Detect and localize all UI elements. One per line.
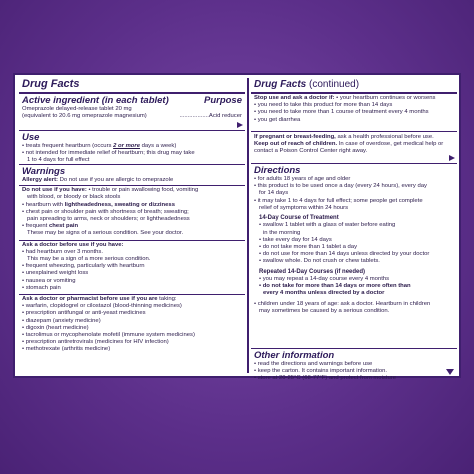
- stop-use-2: • you need to take this product for more than 14 days: [254, 102, 393, 109]
- repeat-2: • do not take for more than 14 days or more often than: [259, 283, 411, 290]
- directions-1: • for adults 18 years of age and older: [254, 176, 351, 182]
- under-18-2: may sometimes be caused by a serious condition.: [259, 307, 390, 314]
- ask-pharmacist-block: [19, 294, 245, 354]
- warnings-section: [19, 164, 245, 377]
- do-not-use-6-emphasis: chest pain: [48, 223, 79, 230]
- ask-pharmacist-4: • digoxin (heart medicine): [22, 324, 89, 331]
- warnings-title: Warnings: [22, 166, 66, 177]
- drug-facts-panel: [13, 73, 461, 382]
- pregnancy-text: ask a health professional before use.: [335, 134, 434, 140]
- drug-facts-right-column: [251, 78, 457, 382]
- use-line-1: • treats frequent heartburn (occurs: [22, 143, 114, 149]
- ask-doctor-label: Ask a doctor before use if you have:: [22, 241, 124, 248]
- course-2: in the morning: [263, 229, 301, 236]
- do-not-use-6: • frequent: [22, 223, 49, 230]
- column-divider: [247, 78, 249, 373]
- course-1: • swallow 1 tablet with a glass of water before eating: [259, 222, 396, 229]
- ask-pharmacist-label-end: taking:: [157, 296, 177, 303]
- active-ingredient-equivalent: (equivalent to 20.6 mg omeprazole magnesium): [22, 113, 147, 120]
- ask-pharmacist-5: • tacrolimus or mycophenolate mofetil (immune system medicines): [22, 332, 195, 339]
- ask-pharmacist-2: • prescription antifungal or anti-yeast medicines: [22, 310, 146, 317]
- ask-doctor-block: [19, 240, 245, 292]
- stop-use-1: • your heartburn continues or worsens: [334, 95, 436, 101]
- stop-use-3: • you need to take more than 1 course of treatment every 4 months: [254, 109, 429, 116]
- arrow-down-icon: [446, 369, 454, 375]
- continued-label: (continued): [306, 79, 360, 90]
- do-not-use-2: with blood, or bloody or black stools: [27, 194, 121, 201]
- ask-doctor-6: • stomach pain: [22, 284, 61, 291]
- ask-pharmacist-6: • prescription antiretrovirals (medicines for HIV infection): [22, 339, 169, 346]
- ask-pharmacist-7: • methotrexate (arthritis medicine): [22, 346, 111, 353]
- ask-doctor-1: • had heartburn over 3 months.: [22, 248, 103, 255]
- course-4: • do not take more than 1 tablet a day: [259, 244, 358, 251]
- other-info-2: • keep the carton. It contains important information.: [254, 368, 388, 375]
- allergy-alert-label: Allergy alert:: [22, 177, 59, 183]
- drug-facts-left-column: [19, 78, 245, 373]
- drug-facts-header: [19, 78, 245, 92]
- pregnancy-section: [251, 131, 457, 163]
- do-not-use-1: • trouble or pain swallowing food, vomiting: [86, 187, 199, 194]
- keep-out-text: In case of overdose, get medical help or: [337, 141, 444, 148]
- repeat-1: • you may repeat a 14-day course every 4 months: [259, 276, 390, 283]
- purpose-value: Acid reducer: [208, 113, 242, 120]
- dot-leader: ..................: [179, 113, 209, 120]
- use-line-3: 1 to 4 days for full effect: [27, 157, 90, 164]
- directions-5: relief of symptoms within 24 hours: [259, 204, 349, 211]
- stop-use-section: [251, 92, 457, 131]
- drug-facts-title: Drug Facts: [22, 78, 80, 90]
- keep-out-label: Keep out of reach of children.: [254, 141, 338, 148]
- ask-doctor-3: • frequent wheezing, particularly with heartburn: [22, 263, 145, 270]
- repeat-title: Repeated 14-Day Courses (if needed): [259, 268, 366, 275]
- arrow-right-icon: [449, 155, 455, 161]
- active-ingredient-section: [19, 92, 245, 130]
- do-not-use-label: Do not use if you have:: [22, 187, 87, 194]
- do-not-use-4: • chest pain or shoulder pain with shortness of breath; sweating;: [22, 208, 189, 215]
- use-emphasis: 2 or more: [113, 143, 140, 149]
- directions-4: • it may take 1 to 4 days for full effect; some people get complete: [254, 197, 423, 204]
- active-ingredient-title: Active ingredient (in each tablet): [22, 95, 169, 106]
- course-6: • swallow whole. Do not crush or chew tablets.: [259, 258, 380, 265]
- do-not-use-3-emphasis: lightheadedness, sweating or dizziness: [64, 201, 175, 208]
- do-not-use-block: [19, 185, 245, 237]
- arrow-right-icon: [237, 122, 243, 128]
- pregnancy-label: If pregnant or breast-feeding,: [254, 134, 336, 140]
- stop-use-label: Stop use and ask a doctor if:: [254, 95, 335, 101]
- directions-3: for 14 days: [259, 190, 289, 197]
- use-title: Use: [22, 132, 40, 143]
- stop-use-4: • you get diarrhea: [254, 116, 301, 123]
- ask-doctor-2: This may be a sign of a more serious condition.: [27, 256, 151, 263]
- do-not-use-5: pain spreading to arms, neck or shoulders; or lightheadedness: [27, 216, 190, 223]
- other-info-3: • store at 20-25°C (68-77°F) and protect from moisture: [254, 375, 396, 382]
- course-3: • take every day for 14 days: [259, 236, 332, 243]
- do-not-use-7: These may be signs of a serious condition. See your doctor.: [27, 230, 184, 237]
- other-info-1: • read the directions and warnings before use: [254, 361, 373, 367]
- directions-2: • this product is to be used once a day (every 24 hours), every day: [254, 183, 427, 190]
- ask-pharmacist-1: • warfarin, clopidogrel or cilostazol (blood-thinning medicines): [22, 303, 182, 310]
- under-18-1: • children under 18 years of age: ask a doctor. Heartburn in children: [254, 300, 431, 307]
- keep-out-text-2: contact a Poison Control Center right away.: [254, 148, 368, 155]
- repeat-3: every 4 months unless directed by a doctor: [263, 290, 385, 297]
- active-ingredient-line: Omeprazole delayed-release tablet 20 mg: [22, 106, 132, 112]
- ask-doctor-4: • unexplained weight loss: [22, 270, 89, 277]
- other-information-section: [251, 348, 457, 382]
- drug-facts-continued-title: Drug Facts: [254, 79, 307, 90]
- directions-section: [251, 163, 457, 348]
- use-line-1-end: days a week): [139, 143, 177, 149]
- ask-doctor-5: • nausea or vomiting: [22, 277, 76, 284]
- course-5: • do not use for more than 14 days unless directed by your doctor: [259, 251, 430, 258]
- do-not-use-3: • heartburn with: [22, 201, 65, 208]
- course-title: 14-Day Course of Treatment: [259, 215, 339, 222]
- other-information-title: Other information: [254, 350, 335, 361]
- directions-title: Directions: [254, 165, 301, 176]
- drug-facts-continued-header: [251, 78, 457, 92]
- ask-pharmacist-label: Ask a doctor or pharmacist before use if you are: [22, 296, 158, 303]
- use-section: [19, 130, 245, 164]
- ask-pharmacist-3: • diazepam (anxiety medicine): [22, 317, 101, 324]
- purpose-title: Purpose: [203, 95, 242, 106]
- allergy-alert-text: Do not use if you are allergic to omeprazole: [58, 177, 174, 183]
- use-line-2: • not intended for immediate relief of heartburn; this drug may take: [22, 150, 195, 157]
